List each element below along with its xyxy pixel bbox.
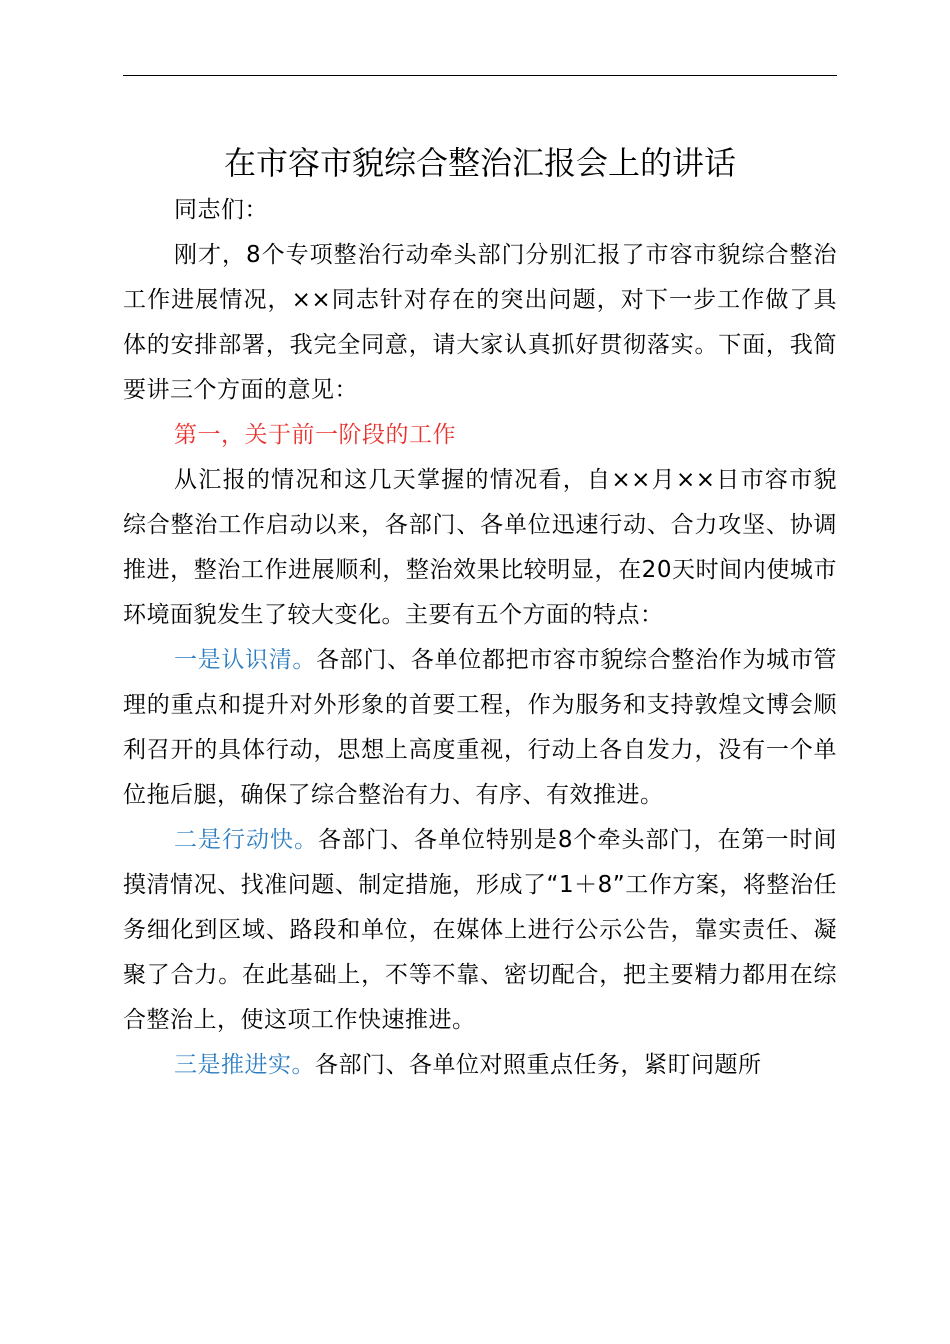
point-paragraph-1: [123, 638, 837, 818]
section-heading: 第一，关于前一阶段的工作: [174, 422, 456, 448]
point-lead-1: 一是认识清。: [174, 647, 317, 673]
point-text-1: 各部门、各单位都把市容市貌综合整治作为城市管理的重点和提升对外形象的首要工程，作为服务和支持敦煌文博会顺利召开的具体行动，思想上高度重视，行动上各自发力，没有一个单位拖后腿，确保了综合整治有力、有序、有效推进。: [123, 647, 838, 808]
header-rule: [123, 75, 837, 76]
document-title: 在市容市貌综合整治汇报会上的讲话: [223, 144, 736, 182]
point-paragraph-2: [123, 818, 837, 1043]
point-text-2: 各部门、各单位特别是8个牵头部门，在第一时间摸清情况、找准问题、制定措施，形成了“1＋8”工作方案，将整治任务细化到区域、路段和单位，在媒体上进行公示公告，靠实责任、凝聚了合力。在此基础上，不等不靠、密切配合，把主要精力都用在综合整治上，使这项工作快速推进。: [123, 827, 837, 1033]
point-paragraph-3: [123, 1043, 837, 1088]
document-body: [123, 188, 837, 1088]
intro-paragraph: 刚才，8个专项整治行动牵头部门分别汇报了市容市貌综合整治工作进展情况，××同志针对存在的突出问题，对下一步工作做了具体的安排部署，我完全同意，请大家认真抓好贯彻落实。下面，我简要讲三个方面的意见：: [123, 242, 837, 403]
point-text-3: 各部门、各单位对照重点任务，紧盯问题所: [315, 1052, 762, 1078]
point-lead-3: 三是推进实。: [174, 1052, 315, 1078]
salutation: 同志们：: [174, 197, 268, 223]
point-lead-2: 二是行动快。: [174, 827, 318, 853]
section-intro-paragraph: 从汇报的情况和这几天掌握的情况看，自××月××日市容市貌综合整治工作启动以来，各部门、各单位迅速行动、合力攻坚、协调推进，整治工作进展顺利，整治效果比较明显，在20天时间内使城市环境面貌发生了较大变化。主要有五个方面的特点：: [123, 467, 837, 628]
